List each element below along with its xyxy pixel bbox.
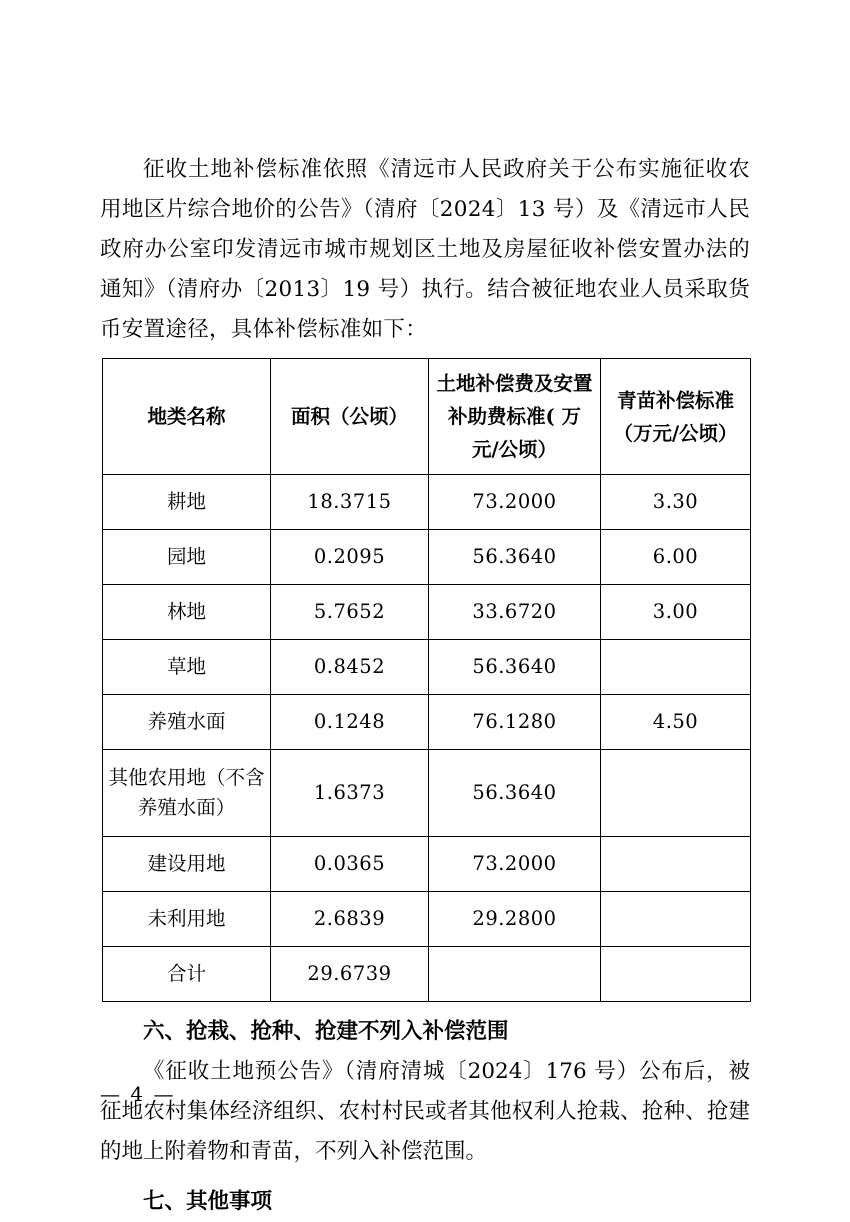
cell-area: 0.2095	[271, 530, 429, 585]
table-row	[103, 892, 751, 947]
cell-land-fee: 76.1280	[429, 695, 601, 750]
cell-seedling: 3.30	[601, 475, 751, 530]
cell-land-fee	[429, 947, 601, 1002]
cell-area: 2.6839	[271, 892, 429, 947]
cell-area: 29.6739	[271, 947, 429, 1002]
section-six-paragraph: 《征收土地预公告》（清府清城〔2024〕176 号）公布后，被征地农村集体经济组织、农村村民或者其他权利人抢栽、抢种、抢建的地上附着物和青苗，不列入补偿范围。	[100, 1059, 750, 1164]
cell-area: 0.8452	[271, 640, 429, 695]
table-row	[103, 750, 751, 837]
intro-paragraph: 征收土地补偿标准依照《清远市人民政府关于公布实施征收农用地区片综合地价的公告》（清府〔2024〕13 号）及《清远市人民政府办公室印发清远市城市规划区土地及房屋征收补偿安置办法的通知》（清府办〔2013〕19 号）执行。结合被征地农业人员采取货币安置途径，具体补偿标准如下：	[100, 157, 750, 342]
cell-land-fee: 56.3640	[429, 750, 601, 837]
header-seedling: 青苗补偿标准（万元/公顷）	[601, 359, 751, 475]
cell-seedling	[601, 947, 751, 1002]
cell-land-fee: 73.2000	[429, 837, 601, 892]
cell-seedling: 3.00	[601, 585, 751, 640]
cell-seedling: 4.50	[601, 695, 751, 750]
cell-land-type: 园地	[103, 530, 271, 585]
cell-land-fee: 73.2000	[429, 475, 601, 530]
cell-land-type: 养殖水面	[103, 695, 271, 750]
table-row	[103, 837, 751, 892]
cell-area: 18.3715	[271, 475, 429, 530]
table-row	[103, 695, 751, 750]
cell-seedling	[601, 837, 751, 892]
cell-area: 5.7652	[271, 585, 429, 640]
cell-area: 1.6373	[271, 750, 429, 837]
cell-area: 0.0365	[271, 837, 429, 892]
table-row	[103, 585, 751, 640]
header-land-type: 地类名称	[103, 359, 271, 475]
page-number: — 4 —	[100, 1082, 176, 1106]
cell-land-type: 其他农用地（不含养殖水面）	[103, 750, 271, 837]
header-land-fee: 土地补偿费及安置补助费标准( 万元/公顷）	[429, 359, 601, 475]
section-seven-heading: 七、其他事项	[143, 1189, 273, 1214]
cell-land-type: 林地	[103, 585, 271, 640]
header-area: 面积（公顷）	[271, 359, 429, 475]
cell-land-fee: 56.3640	[429, 640, 601, 695]
cell-seedling	[601, 750, 751, 837]
cell-seedling	[601, 892, 751, 947]
table-header-row	[103, 359, 751, 475]
cell-area: 0.1248	[271, 695, 429, 750]
cell-land-type: 建设用地	[103, 837, 271, 892]
cell-land-fee: 29.2800	[429, 892, 601, 947]
cell-land-type: 草地	[103, 640, 271, 695]
table-row	[103, 475, 751, 530]
table-row	[103, 530, 751, 585]
section-six-heading: 六、抢栽、抢种、抢建不列入补偿范围	[143, 1019, 509, 1044]
cell-land-type: 未利用地	[103, 892, 271, 947]
cell-land-fee: 56.3640	[429, 530, 601, 585]
cell-land-fee: 33.6720	[429, 585, 601, 640]
table-row	[103, 640, 751, 695]
compensation-table	[102, 358, 751, 1002]
table-row-total	[103, 947, 751, 1002]
cell-seedling	[601, 640, 751, 695]
cell-seedling: 6.00	[601, 530, 751, 585]
cell-land-type: 合计	[103, 947, 271, 1002]
cell-land-type: 耕地	[103, 475, 271, 530]
